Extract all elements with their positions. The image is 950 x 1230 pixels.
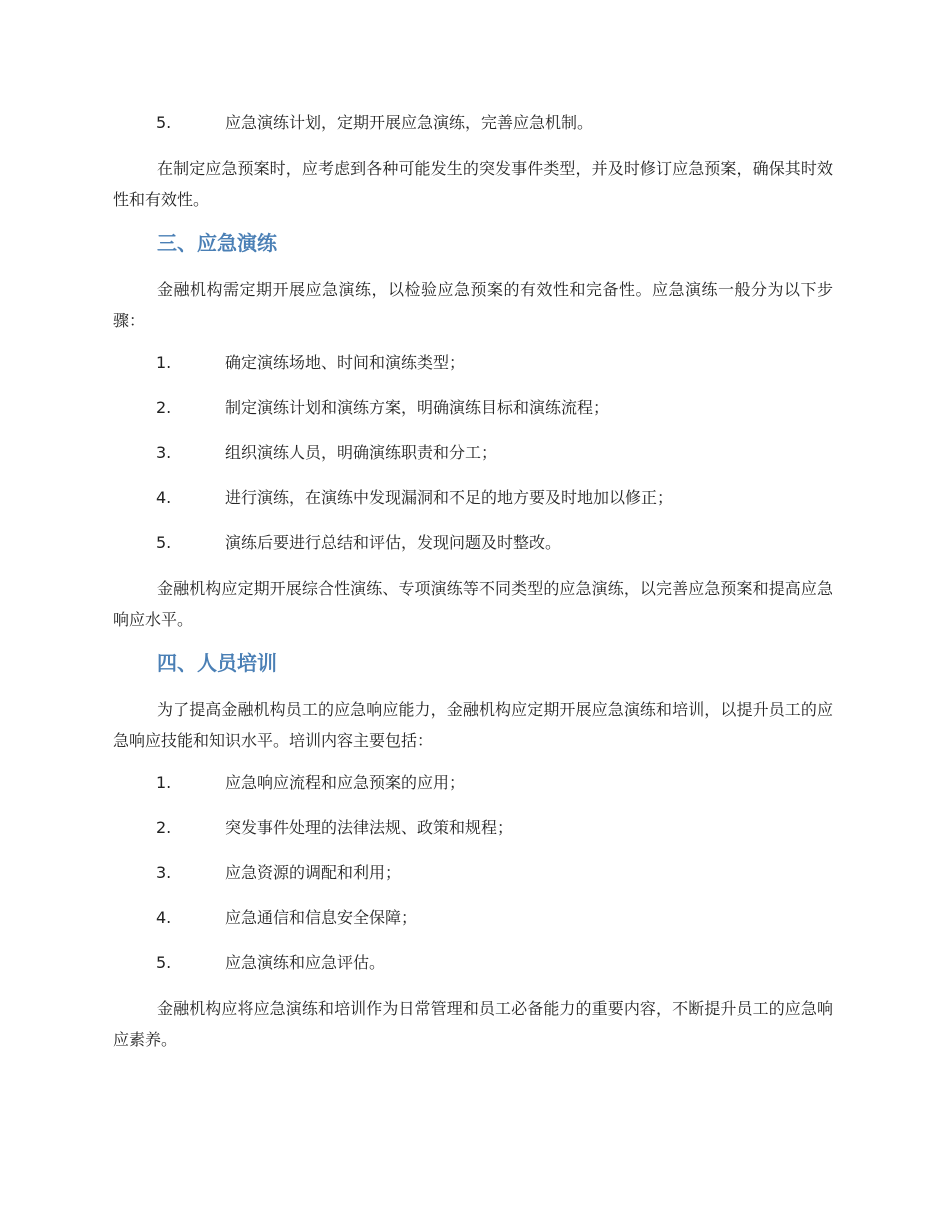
list-number: 3.	[156, 863, 172, 882]
list-item	[113, 948, 833, 978]
paragraph: 为了提高金融机构员工的应急响应能力，金融机构应定期开展应急演练和培训，以提升员工的应急响应技能和知识水平。培训内容主要包括：	[113, 700, 833, 750]
paragraph: 金融机构需定期开展应急演练，以检验应急预案的有效性和完备性。应急演练一般分为以下步骤：	[113, 280, 833, 330]
paragraph: 金融机构应定期开展综合性演练、专项演练等不同类型的应急演练，以完善应急预案和提高应急响应水平。	[113, 579, 833, 629]
list-number: 5.	[156, 533, 172, 552]
list-number: 1.	[156, 353, 172, 372]
list-text: 制定演练计划和演练方案，明确演练目标和演练流程；	[225, 398, 610, 417]
list-text: 应急演练和应急评估。	[225, 953, 386, 972]
list-item	[113, 858, 833, 888]
list-item	[113, 483, 833, 513]
list-text: 应急通信和信息安全保障；	[225, 908, 418, 927]
section-heading-training: 四、人员培训	[157, 651, 277, 675]
list-number: 4.	[156, 488, 172, 507]
list-text: 应急资源的调配和利用；	[225, 863, 402, 882]
list-text: 确定演练场地、时间和演练类型；	[225, 353, 466, 372]
list-item	[113, 813, 833, 843]
list-number: 2.	[156, 818, 172, 837]
paragraph: 金融机构应将应急演练和培训作为日常管理和员工必备能力的重要内容，不断提升员工的应急响应素养。	[113, 999, 833, 1049]
list-number: 2.	[156, 398, 172, 417]
list-number: 5.	[156, 953, 172, 972]
list-number: 5.	[156, 113, 172, 132]
list-text: 应急演练计划，定期开展应急演练，完善应急机制。	[225, 113, 594, 132]
paragraph: 在制定应急预案时，应考虑到各种可能发生的突发事件类型，并及时修订应急预案，确保其时效性和有效性。	[113, 159, 833, 209]
section-heading-drills: 三、应急演练	[157, 231, 277, 255]
list-item	[113, 348, 833, 378]
list-text: 组织演练人员，明确演练职责和分工；	[225, 443, 498, 462]
list-number: 4.	[156, 908, 172, 927]
list-item	[113, 393, 833, 423]
list-text: 演练后要进行总结和评估，发现问题及时整改。	[225, 533, 562, 552]
list-text: 突发事件处理的法律法规、政策和规程；	[225, 818, 514, 837]
list-number: 1.	[156, 773, 172, 792]
list-text: 进行演练，在演练中发现漏洞和不足的地方要及时地加以修正；	[225, 488, 674, 507]
list-item	[113, 108, 833, 138]
list-number: 3.	[156, 443, 172, 462]
list-item	[113, 528, 833, 558]
list-item	[113, 768, 833, 798]
list-item	[113, 903, 833, 933]
document-content	[113, 108, 833, 1067]
list-item	[113, 438, 833, 468]
list-text: 应急响应流程和应急预案的应用；	[225, 773, 466, 792]
